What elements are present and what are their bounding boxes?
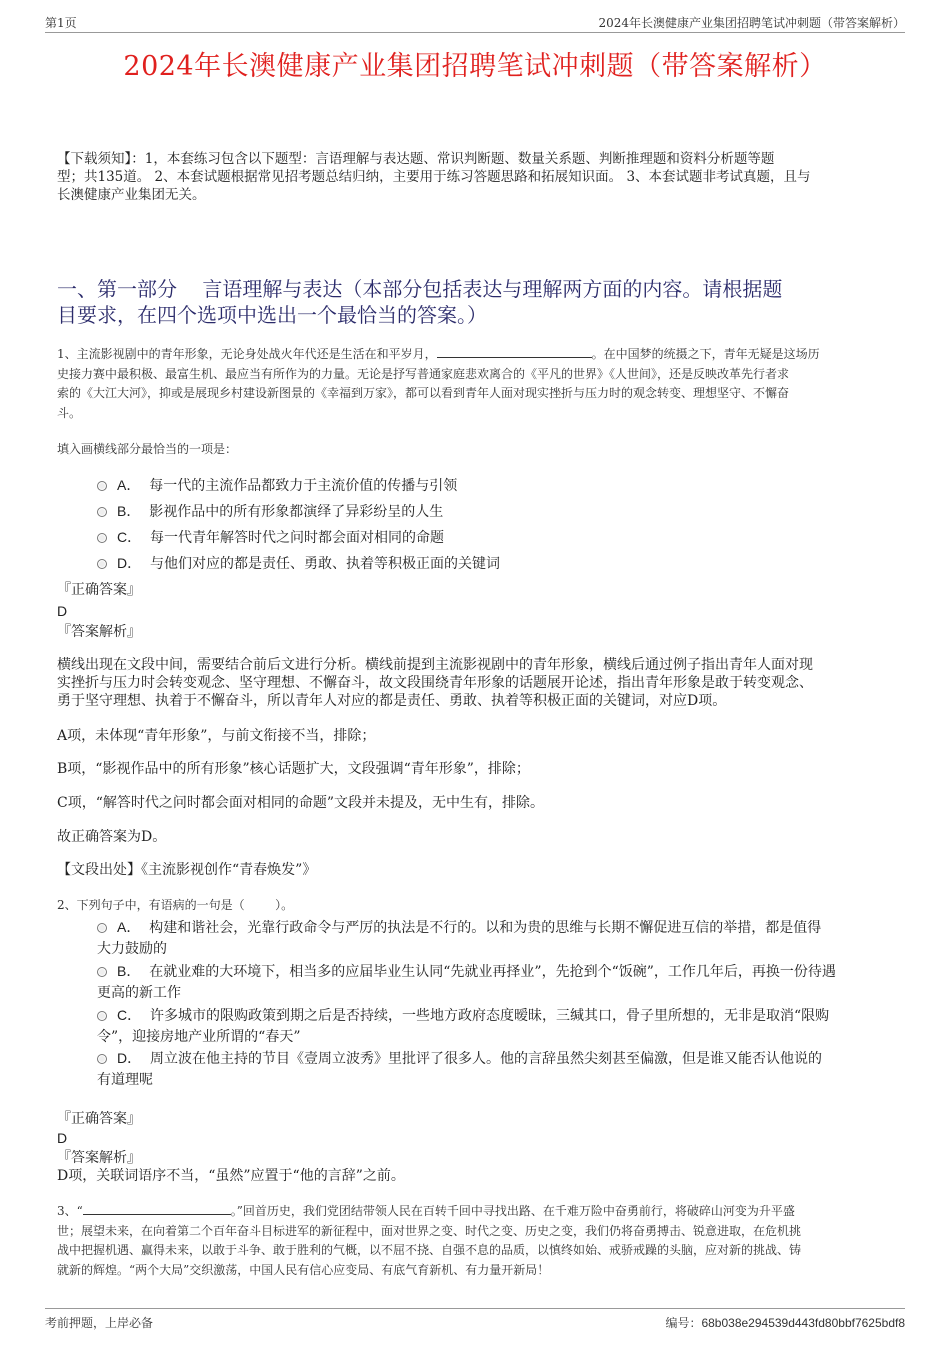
footer-divider bbox=[45, 1308, 905, 1309]
q1-option-a[interactable]: A． 每一代的主流作品都致力于主流价值的传播与引领 bbox=[97, 475, 457, 497]
footer-slogan: 考前押题，上岸必备 bbox=[45, 1316, 154, 1330]
answer-blank bbox=[437, 345, 592, 358]
q1-note-a: A项，未体现“青年形象”，与前文衔接不当，排除； bbox=[57, 728, 376, 744]
q2-analysis-label: 『答案解析』 bbox=[57, 1150, 141, 1166]
q1-note-c: C项，“解答时代之问时都会面对相同的命题”文段并未提及，无中生有，排除。 bbox=[57, 795, 545, 811]
answer-blank bbox=[83, 1202, 231, 1215]
q1-option-d[interactable]: D． 与他们对应的都是责任、勇敢、执着等积极正面的关键词 bbox=[97, 553, 500, 575]
q1-conclusion: 故正确答案为D。 bbox=[57, 829, 167, 845]
q1-option-c[interactable]: C． 每一代青年解答时代之问时都会面对相同的命题 bbox=[97, 527, 444, 549]
section-heading-line: 目要求，在四个选项中选出一个最恰当的答案。） bbox=[57, 303, 487, 327]
q1-analysis-label: 『答案解析』 bbox=[57, 624, 141, 640]
question-2-stem: 2、下列句子中，有语病的一句是（ ）。 bbox=[57, 898, 294, 912]
q1-note-b: B项，“影视作品中的所有形象”核心话题扩大，文段强调“青年形象”，排除； bbox=[57, 761, 530, 777]
q1-prompt: 填入画横线部分最恰当的一项是： bbox=[57, 442, 238, 456]
radio-icon[interactable] bbox=[97, 481, 107, 491]
q1-analysis: 横线出现在文段中间，需要结合前后文进行分析。横线前提到主流影视剧中的青年形象，横线后通过例子指出青年人面对现 实挫折与压力时会转变观念、坚守理想、不懈奋斗，故文段围绕青年形象的话题展开论述，指出青年形象是敢于转变观念、 勇于坚守理想、执着于不懈奋斗，所以青年人对应的都是责任、勇敢、执着等积极正面的关键词，对应D项。 bbox=[57, 657, 813, 709]
q1-text: 1、主流影视剧中的青年形象，无论身处战火年代还是生活在和平岁月， bbox=[57, 347, 437, 361]
q2-answer: D bbox=[57, 1130, 68, 1146]
q2-analysis: D项，关联词语序不当，“虽然”应置于“他的言辞”之前。 bbox=[57, 1168, 405, 1184]
q2-option-d[interactable]: D． 周立波在他主持的节目《壹周立波秀》里批评了很多人。他的言辞虽然尖刻甚至偏激，但是谁又能否认他说的 有道理呢 bbox=[97, 1050, 823, 1088]
q1-text: 史接力赛中最积极、最富生机、最应当有所作为的力量。无论是抒写普通家庭悲欢离合的《平凡的世界》《人世间》，还是反映改革先行者求 bbox=[57, 366, 790, 381]
radio-icon[interactable] bbox=[97, 967, 107, 977]
q1-text: 索的《大江大河》，抑或是展现乡村建设新图景的《幸福到万家》，都可以看到青年人面对现实挫折与压力时的观念转变、理想坚守、不懈奋 bbox=[57, 386, 790, 400]
q1-answer: D bbox=[57, 603, 68, 619]
q1-text: 。在中国梦的统摄之下，青年无疑是这场历 bbox=[591, 347, 820, 361]
q2-option-c[interactable]: C． 许多城市的限购政策到期之后是否持续，一些地方政府态度暧昧，三缄其口，骨子里所想的，无非是取消“限购 令”，迎接房地产业所谓的“春天” bbox=[97, 1007, 830, 1045]
q1-source: 【文段出处】《主流影视创作“青春焕发”》 bbox=[57, 862, 317, 878]
q2-option-b[interactable]: B． 在就业难的大环境下，相当多的应届毕业生认同“先就业再择业”，先抢到个“饭碗”，工作几年后，再换一份待遇 更高的新工作 bbox=[97, 963, 836, 1001]
radio-icon[interactable] bbox=[97, 923, 107, 933]
q2-option-a[interactable]: A． 构建和谐社会，光靠行政命令与严厉的执法是不行的。以和为贵的思维与长期不懈促进互信的举措，都是值得 大力鼓励的 bbox=[97, 919, 822, 957]
header-doc-title: 2024年长澳健康产业集团招聘笔试冲刺题（带答案解析） bbox=[598, 16, 905, 30]
q2-answer-label: 『正确答案』 bbox=[57, 1111, 141, 1127]
q1-option-b[interactable]: B． 影视作品中的所有形象都演绎了异彩纷呈的人生 bbox=[97, 501, 443, 523]
q1-text: 斗。 bbox=[57, 405, 82, 420]
header-page-number: 第1页 bbox=[45, 16, 77, 30]
notice-line: 型；共135道。 2、本套试题根据常见招考题总结归纳，主要用于练习答题思路和拓展知识面。 3、本套试题非考试真题，且与 bbox=[57, 169, 811, 185]
radio-icon[interactable] bbox=[97, 559, 107, 569]
q1-answer-label: 『正确答案』 bbox=[57, 582, 141, 598]
question-1-stem bbox=[57, 345, 897, 423]
radio-icon[interactable] bbox=[97, 507, 107, 517]
radio-icon[interactable] bbox=[97, 533, 107, 543]
radio-icon[interactable] bbox=[97, 1054, 107, 1064]
section-heading bbox=[57, 276, 897, 328]
notice-line: 【下载须知】：1，本套练习包含以下题型：言语理解与表达题、常识判断题、数量关系题、判断推理题和资料分析题等题 bbox=[57, 151, 775, 167]
header-divider bbox=[45, 32, 905, 33]
footer-code: 编号：68b038e294539d443fd80bbf7625bdf8 bbox=[665, 1316, 905, 1330]
notice-line: 长澳健康产业集团无关。 bbox=[57, 187, 206, 203]
question-3-stem: 3、“ 。”回首历史，我们党团结带领人民在百转千回中寻找出路、在千难万险中奋勇前行，将破碎山河变为升平盛 世；展望未来，在向着第二个百年奋斗目标进军的新征程中，面对世界之变、时代之变、历史之变，我们仍将奋勇搏击、锐意进取，在危机挑 战中把握机遇、赢得未来，以敢于斗争、敢于胜利的气概，以不屈不挠、自强不息的品质，以慎终如始、戒骄戒躁的头脑，应对新的挑战、铸 就新的辉煌。“两个大局”交织激荡，中国人民有信心应变局、有底气育新机、有力量开新局！ bbox=[57, 1204, 802, 1277]
download-notice bbox=[57, 150, 897, 204]
section-heading-line: 一、第一部分 言语理解与表达（本部分包括表达与理解两方面的内容。请根据题 bbox=[57, 277, 783, 301]
radio-icon[interactable] bbox=[97, 1011, 107, 1021]
page-title: 2024年长澳健康产业集团招聘笔试冲刺题（带答案解析） bbox=[123, 51, 827, 82]
